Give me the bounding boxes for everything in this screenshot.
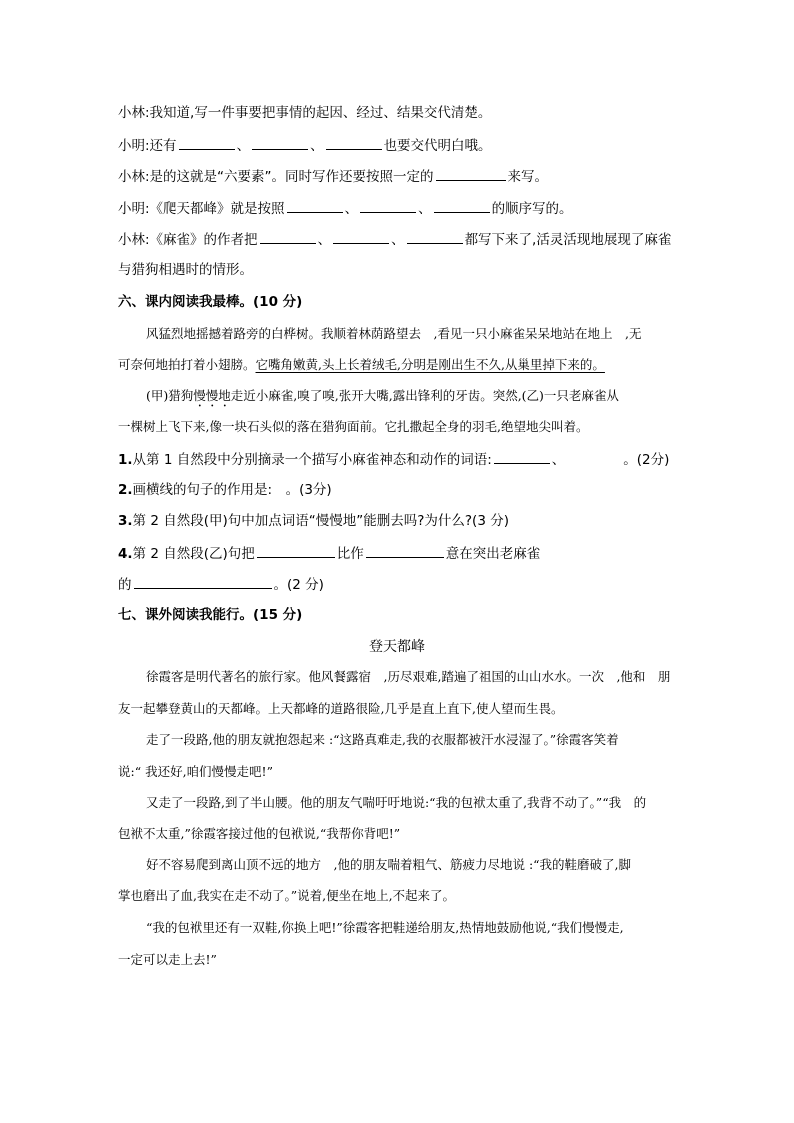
dialog-line-5 — [118, 229, 671, 250]
dialog-text: 的顺序写的。 — [491, 201, 573, 217]
answer-blank[interactable] — [260, 229, 316, 244]
question-number: 3. — [118, 513, 133, 529]
passage-text: 走近小麻雀,嗅了嗅,张开大嘴,露出锋利的牙齿。突然,(乙)一只老麻雀从 — [230, 388, 619, 403]
answer-blank[interactable] — [436, 166, 506, 181]
dialog-line-6 — [118, 260, 253, 280]
dialog-text: 小明:还有 — [118, 138, 177, 154]
story-line — [146, 918, 624, 938]
story-title: 登天都峰 — [369, 639, 425, 655]
story-text: 一定可以走上去!” — [118, 952, 217, 967]
passage-line — [146, 324, 641, 344]
story-line — [118, 762, 273, 782]
story-text: 友一起攀登黄山的天都峰。上天都峰的道路很险,几乎是直上直下,使人望而生畏。 — [118, 701, 564, 716]
answer-blank[interactable] — [179, 135, 235, 150]
question-text: 意在突出老麻雀 — [445, 546, 541, 562]
story-line — [118, 699, 563, 719]
answer-blank[interactable] — [134, 574, 272, 589]
story-line — [118, 886, 455, 906]
separator: 、 — [236, 138, 251, 154]
answer-blank[interactable] — [360, 198, 416, 213]
answer-blank[interactable] — [407, 229, 463, 244]
separator: 、 — [310, 138, 324, 154]
separator: 、 — [551, 452, 566, 468]
answer-blank[interactable] — [287, 198, 343, 213]
question-text: 画横线的句子的作用是: 。(3分) — [132, 482, 332, 498]
story-line — [118, 824, 400, 844]
dialog-text: 都写下来了,活灵活现地展现了麻雀 — [464, 232, 672, 248]
story-line — [118, 950, 217, 970]
story-text: “我的包袱里还有一双鞋,你换上吧!”徐霞客把鞋递给朋友,热情地鼓励他说,“我们慢慢走, — [146, 920, 624, 935]
dialog-line-2 — [118, 135, 492, 156]
dialog-line-4 — [118, 198, 573, 219]
story-line — [146, 855, 631, 875]
separator: 、 — [391, 232, 405, 248]
question-text: 。(2分) — [623, 452, 670, 468]
question-number: 1. — [118, 452, 133, 468]
passage-text: 可奈何地拍打着小翅膀。 — [118, 357, 256, 372]
question-number: 4. — [118, 546, 133, 562]
story-text: 又走了一段路,到了半山腰。他的朋友气喘吁吁地说:“我的包袱太重了,我背不动了。”“我 的 — [146, 795, 647, 810]
answer-blank[interactable] — [326, 135, 382, 150]
question-4-cont — [118, 574, 324, 595]
story-text: 掌也磨出了血,我实在走不动了。”说着,便坐在地上,不起来了。 — [118, 888, 456, 903]
dialog-text: 也要交代明白哦。 — [383, 138, 492, 154]
passage-text: 风猛烈地摇撼着路旁的白桦树。我顺着林荫路望去 ,看见一只小麻雀呆呆地站在地上 ,无 — [146, 326, 642, 341]
story-text: 包袱不太重,”徐霞客接过他的包袱说,“我帮你背吧!” — [118, 826, 401, 841]
answer-blank[interactable] — [257, 543, 335, 558]
story-line — [146, 667, 670, 687]
dialog-text: 小林:我知道,写一件事要把事情的起因、经过、结果交代清楚。 — [118, 105, 492, 121]
question-text: 从第 1 自然段中分别摘录一个描写小麻雀神态和动作的词语: — [132, 452, 492, 468]
passage-text: 一棵树上飞下来,像一块石头似的落在猎狗面前。它扎撒起全身的羽毛,绝望地尖叫着。 — [118, 419, 589, 434]
separator: 、 — [317, 232, 332, 248]
question-text: 第 2 自然段(乙)句把 — [132, 546, 255, 562]
dialog-text: 小林:是的这就是“六要素”。同时写作还要按照一定的 — [118, 169, 434, 185]
dialog-text: 小明:《爬天都峰》就是按照 — [118, 201, 285, 217]
question-text: 第 2 自然段(甲)句中加点词语“慢慢地”能删去吗?为什么?(3 分) — [132, 513, 509, 529]
story-line — [146, 793, 646, 813]
story-text: 好不容易爬到离山顶不远的地方 ,他的朋友喘着粗气、筋疲力尽地说 :“我的鞋磨破了,脚 — [146, 857, 632, 872]
story-line — [146, 730, 619, 750]
answer-blank[interactable] — [252, 135, 308, 150]
question-text: 的 — [118, 577, 132, 593]
question-4 — [118, 543, 540, 564]
question-2 — [118, 480, 332, 500]
answer-blank[interactable] — [333, 229, 389, 244]
question-text: 。(2 分) — [273, 577, 324, 593]
dialog-text: 小林:《麻雀》的作者把 — [118, 232, 258, 248]
story-text: 徐霞客是明代著名的旅行家。他风餐露宿 ,历尽艰难,踏遍了祖国的山山水水。一次 ,他和 朋 — [146, 669, 671, 684]
dotted-word: 慢慢地 — [193, 388, 231, 403]
answer-blank[interactable] — [366, 543, 444, 558]
question-3 — [118, 511, 509, 531]
answer-blank[interactable] — [434, 198, 490, 213]
question-number: 2. — [118, 482, 133, 498]
answer-blank[interactable] — [494, 449, 550, 464]
question-1 — [118, 449, 669, 470]
dialog-line-1 — [118, 103, 491, 123]
question-text: 比作 — [336, 546, 364, 562]
section-6-heading: 六、课内阅读我最棒。(10 分) — [118, 294, 303, 310]
dialog-text: 与猎狗相遇时的情形。 — [118, 262, 253, 278]
dialog-text: 来写。 — [507, 169, 549, 185]
dialog-line-3 — [118, 166, 548, 187]
separator: 、 — [418, 201, 432, 217]
passage-line — [118, 417, 588, 437]
story-text: 说:“ 我还好,咱们慢慢走吧!” — [118, 764, 273, 779]
story-text: 走了一段路,他的朋友就抱怨起来 :“这路真难走,我的衣服都被汗水浸湿了。”徐霞客笑着 — [146, 732, 619, 747]
passage-line — [118, 355, 605, 375]
passage-line — [146, 386, 619, 410]
passage-text: (甲)猎狗 — [146, 388, 194, 403]
section-7-heading: 七、课外阅读我能行。(15 分) — [118, 607, 303, 623]
underlined-sentence: 它嘴角嫩黄,头上长着绒毛,分明是刚出生不久,从巢里掉下来的。 — [255, 357, 605, 372]
separator: 、 — [344, 201, 359, 217]
